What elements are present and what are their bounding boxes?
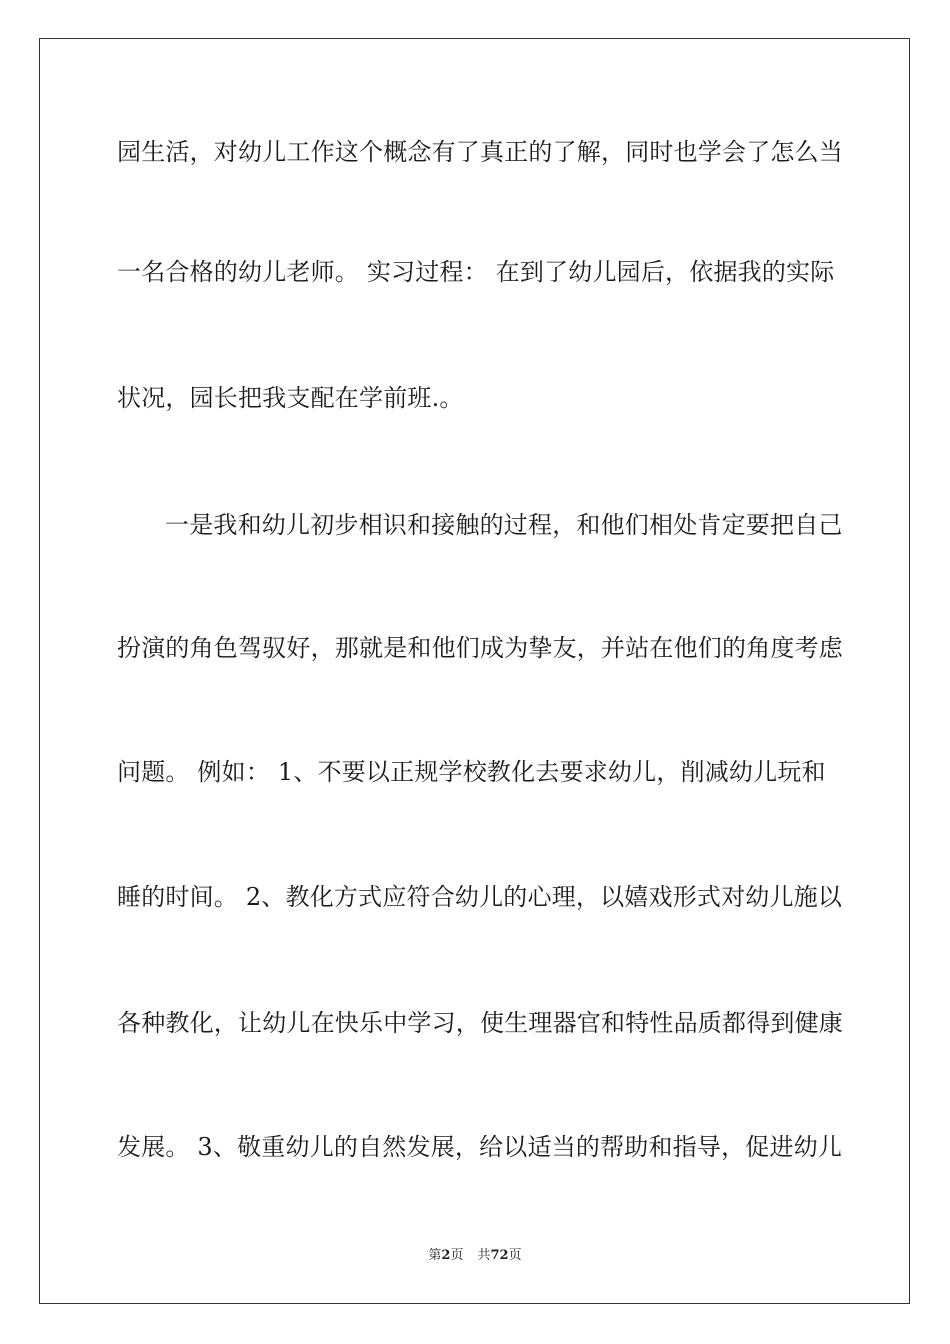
footer-total-pages: 72 bbox=[490, 1248, 509, 1263]
page-footer bbox=[0, 1247, 950, 1265]
body-text-line-9: 发展。 3、敬重幼儿的自然发展，给以适当的帮助和指导，促进幼儿 bbox=[117, 1133, 843, 1161]
body-text-line-3: 状况，园长把我支配在学前班.。 bbox=[117, 384, 464, 412]
body-text-line-7: 睡的时间。 2、教化方式应符合幼儿的心理，以嬉戏形式对幼儿施以 bbox=[117, 883, 843, 911]
body-text-line-4: 一是我和幼儿初步相识和接触的过程，和他们相处肯定要把自己 bbox=[165, 511, 843, 539]
footer-page-number: 2 bbox=[441, 1248, 451, 1263]
footer-page-suffix: 页 bbox=[450, 1248, 464, 1263]
body-text-line-5: 扮演的角色驾驭好，那就是和他们成为挚友，并站在他们的角度考虑 bbox=[117, 634, 843, 662]
footer-page-prefix: 第 bbox=[428, 1248, 442, 1263]
body-text-line-1: 园生活，对幼儿工作这个概念有了真正的了解，同时也学会了怎么当 bbox=[117, 138, 843, 166]
footer-total-suffix: 页 bbox=[508, 1248, 522, 1263]
body-text-line-6: 问题。 例如： 1、不要以正规学校教化去要求幼儿，削减幼儿玩和 bbox=[117, 758, 826, 786]
page-border bbox=[39, 38, 910, 1304]
footer-total-prefix: 共 bbox=[477, 1248, 491, 1263]
body-text-line-2: 一名合格的幼儿老师。 实习过程： 在到了幼儿园后，依据我的实际 bbox=[117, 258, 835, 286]
body-text-line-8: 各种教化，让幼儿在快乐中学习，使生理器官和特性品质都得到健康 bbox=[117, 1009, 843, 1037]
